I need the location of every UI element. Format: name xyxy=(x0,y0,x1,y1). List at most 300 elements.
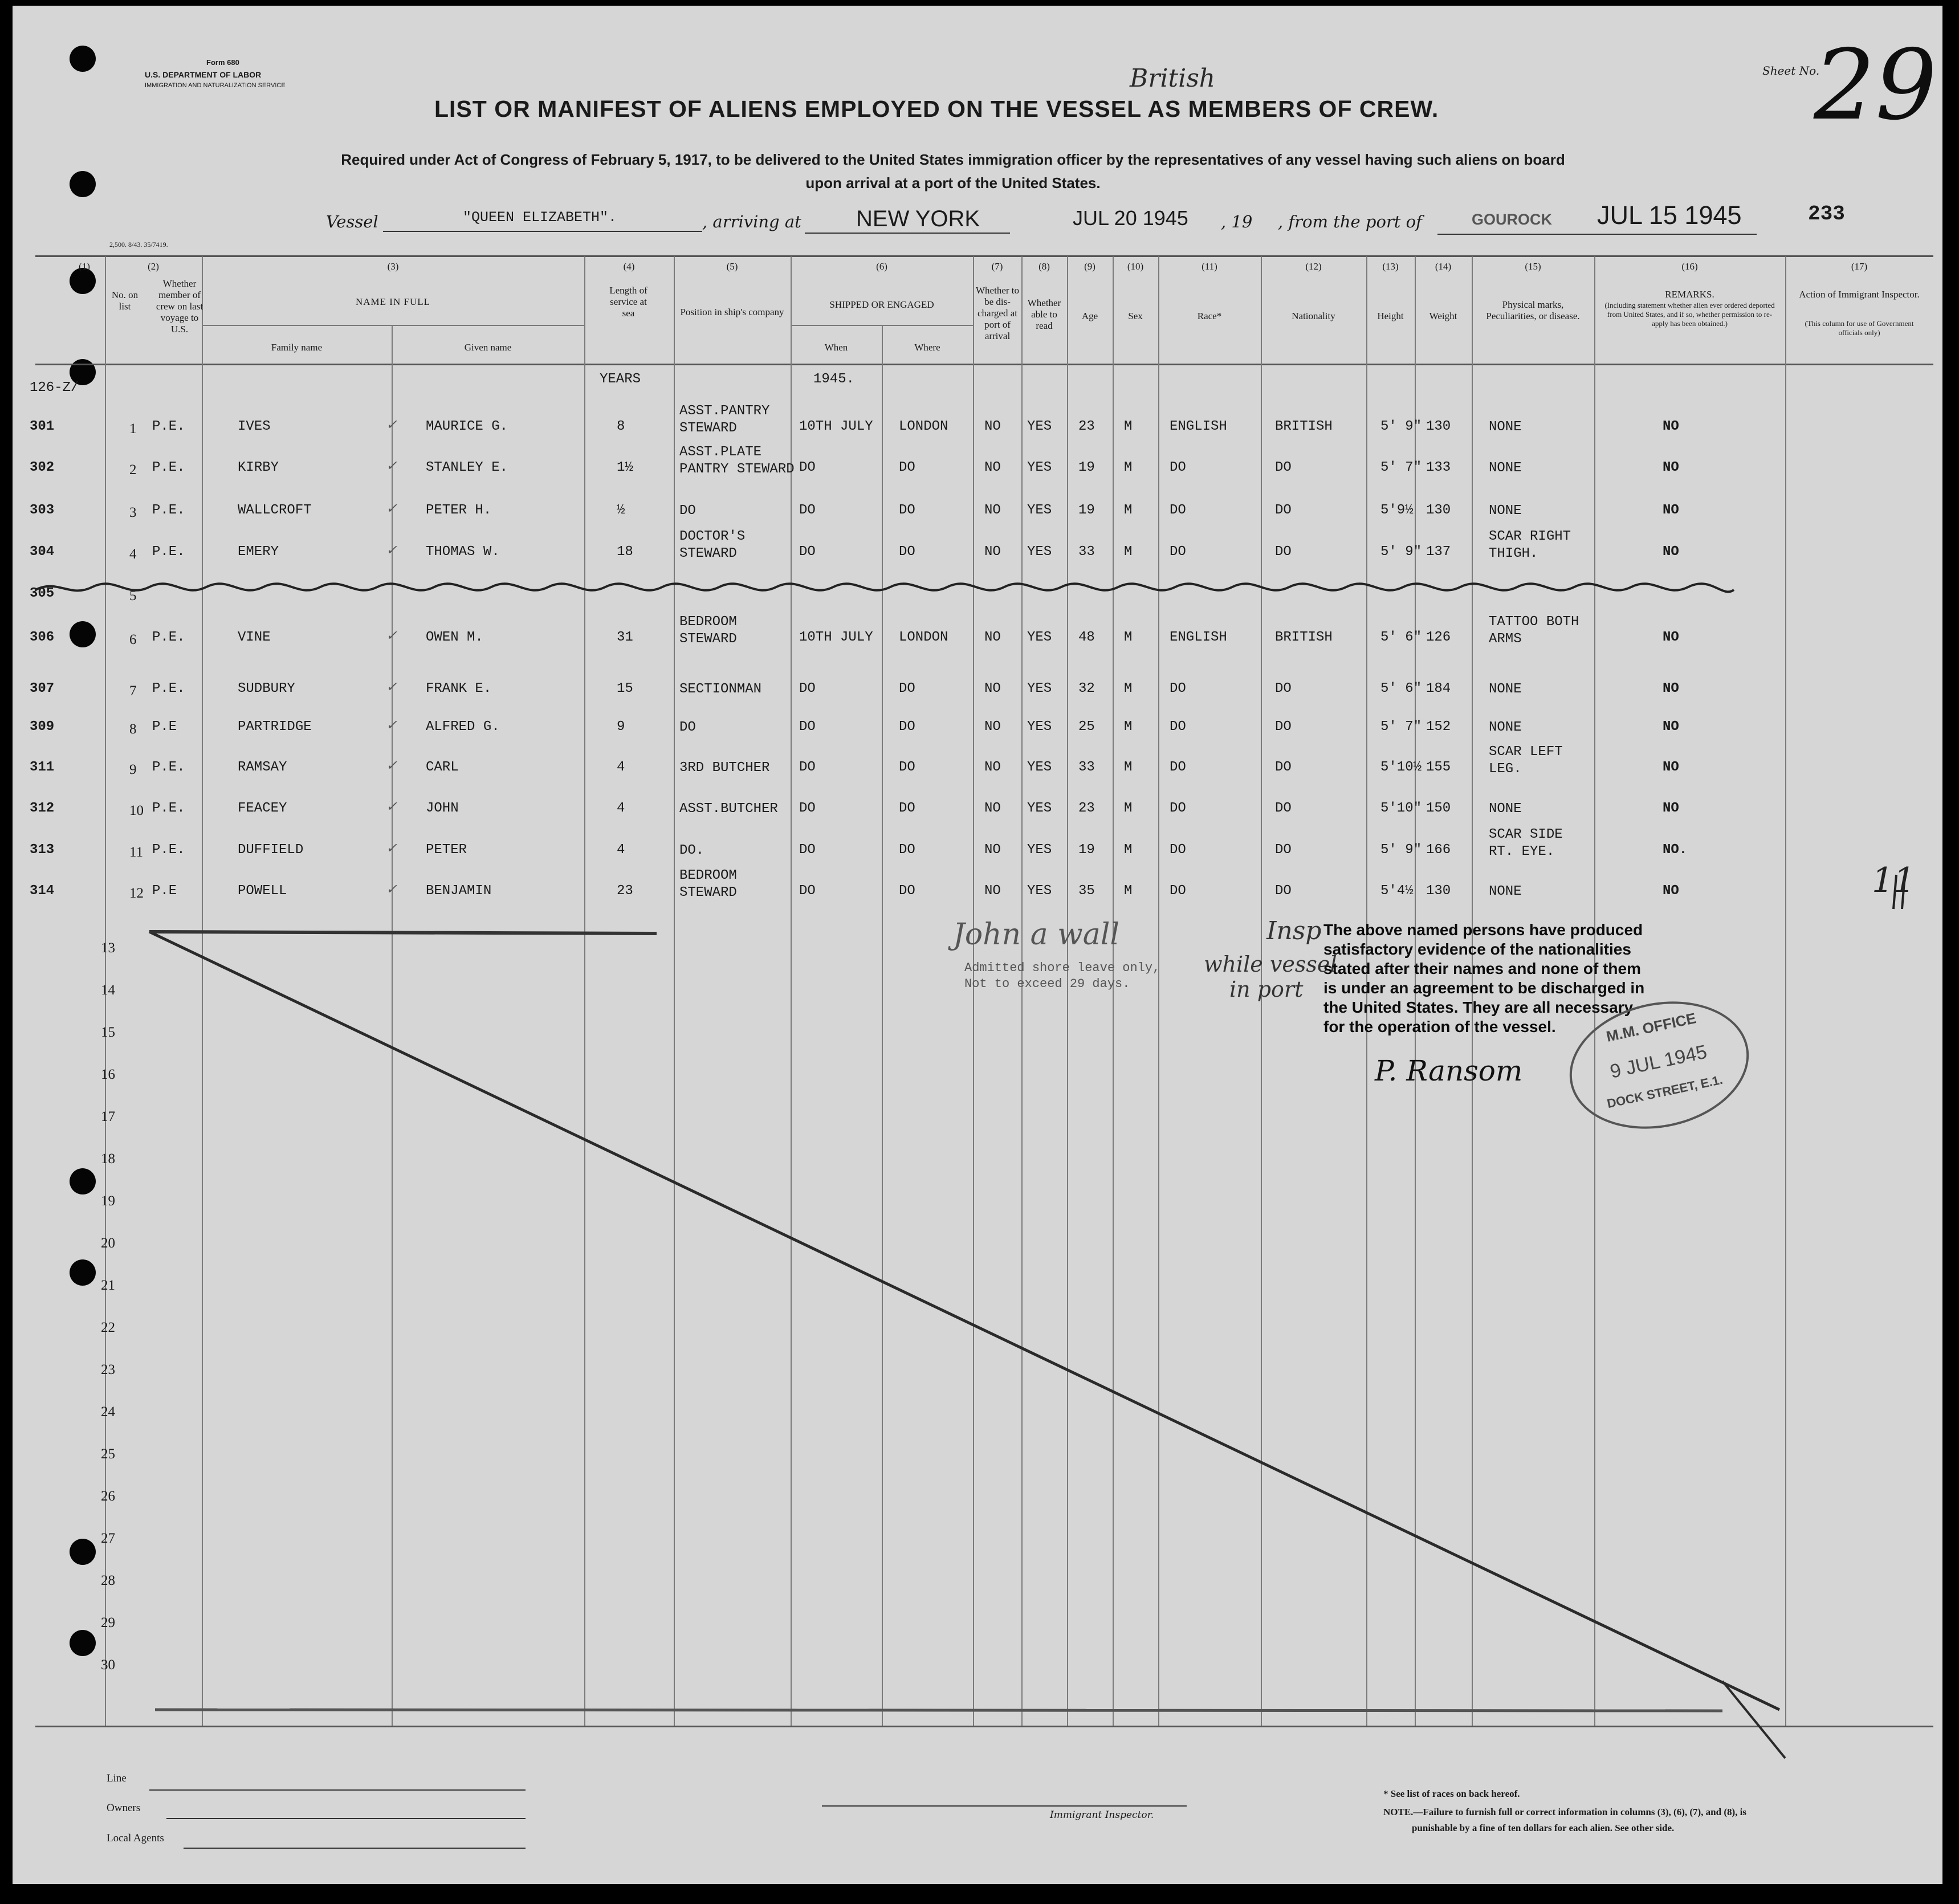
empty-row-number: 16 xyxy=(101,1067,115,1082)
vessel-label: Vessel xyxy=(326,212,378,231)
row-length-of-service: 15 xyxy=(617,681,633,696)
row-shipped-where: DO xyxy=(899,760,915,775)
row-length-of-service: 23 xyxy=(617,883,633,899)
row-marks-line: NONE xyxy=(1489,884,1522,899)
declaration-line-3: stated after their names and none of them xyxy=(1323,960,1641,977)
row-position-line: DO xyxy=(679,503,696,519)
row-shipped-where: DO xyxy=(899,719,915,735)
col-head-physical-marks: Physical marks, Peculiarities, or disease. xyxy=(1486,299,1580,321)
row-marks-line: NONE xyxy=(1489,460,1522,476)
row-able-to-read: YES xyxy=(1027,842,1052,858)
row-position-line: ASST.PANTRY xyxy=(679,403,770,419)
port-of-arrival: NEW YORK xyxy=(856,206,980,231)
footer-race-note: * See list of races on back hereof. xyxy=(1383,1788,1520,1799)
row-family-name: EMERY xyxy=(238,544,279,560)
diagonal-void-tail xyxy=(1722,1681,1785,1758)
row-weight: 130 xyxy=(1426,883,1451,899)
footer-inspector-label: Immigrant Inspector. xyxy=(1050,1809,1154,1821)
col-num-11: (11) xyxy=(1202,261,1217,272)
empty-row-number: 29 xyxy=(101,1615,115,1630)
col-num-9: (9) xyxy=(1084,261,1095,272)
col-head-discharged: Whether to be dis-charged at port of arrival xyxy=(976,285,1019,341)
row-list-number: 3 xyxy=(129,505,137,520)
row-discharged: NO xyxy=(984,460,1001,475)
batch-code: 126-Z/ xyxy=(30,380,79,396)
row-remarks: NO xyxy=(1663,460,1679,475)
col-head-remarks: REMARKS. xyxy=(1665,289,1714,300)
service-unit: YEARS xyxy=(600,372,641,387)
row-age: 23 xyxy=(1078,801,1095,816)
declaration-line-1: The above named persons have produced xyxy=(1323,921,1643,939)
row-crew-last-voyage: P.E xyxy=(152,719,177,735)
row-given-name: BENJAMIN xyxy=(426,883,492,899)
col-num-16: (16) xyxy=(1681,261,1698,272)
row-sex: M xyxy=(1124,760,1133,775)
col-num-17: (17) xyxy=(1851,261,1868,272)
row-sex: M xyxy=(1124,544,1133,560)
row-able-to-read: YES xyxy=(1027,801,1052,816)
col-head-sex: Sex xyxy=(1128,311,1143,321)
row-remarks: NO xyxy=(1663,760,1679,775)
from-port-label: , from the port of xyxy=(1278,212,1422,231)
engaged-year: 1945. xyxy=(813,372,855,387)
row-list-number: 4 xyxy=(129,547,137,562)
row-remarks: NO xyxy=(1663,719,1679,735)
row-remarks: NO. xyxy=(1663,842,1688,858)
row-discharged: NO xyxy=(984,503,1001,518)
col-head-family-name: Family name xyxy=(271,342,323,353)
empty-row-number: 23 xyxy=(101,1362,115,1377)
col-head-weight: Weight xyxy=(1429,311,1457,321)
col-head-given-name: Given name xyxy=(464,342,512,353)
row-given-name: MAURICE G. xyxy=(426,419,508,434)
row-shipped-when: 10TH JULY xyxy=(799,419,873,434)
row-weight: 184 xyxy=(1426,681,1451,696)
row-length-of-service: ½ xyxy=(617,503,625,518)
row-marks-line: SCAR LEFT xyxy=(1489,744,1563,760)
col-head-no: No. on list xyxy=(111,290,139,312)
row-crew-last-voyage: P.E. xyxy=(152,681,185,696)
row-position-line: 3RD BUTCHER xyxy=(679,760,770,776)
col-num-8: (8) xyxy=(1038,261,1050,272)
sheet-number: 29 xyxy=(1814,29,1937,142)
row-family-name: POWELL xyxy=(238,883,287,899)
col-num-2: (2) xyxy=(148,261,159,272)
empty-row-number: 30 xyxy=(101,1657,115,1673)
office-stamp-top: M.M. OFFICE xyxy=(1604,1009,1698,1045)
footer-note-1: NOTE.—Failure to furnish full or correct information in columns (3), (6), (7), and (8), is xyxy=(1383,1807,1747,1817)
row-marks-line: TATTOO BOTH xyxy=(1489,614,1579,630)
row-able-to-read: YES xyxy=(1027,719,1052,735)
row-length-of-service: 4 xyxy=(617,801,625,816)
row-check-mark-icon: ✓ xyxy=(386,881,398,897)
row-ref-number: 305 xyxy=(30,586,55,601)
row-shipped-where: DO xyxy=(899,681,915,696)
row-age: 48 xyxy=(1078,630,1095,645)
row-able-to-read: YES xyxy=(1027,419,1052,434)
row-position-line: STEWARD xyxy=(679,631,737,647)
row-position-line: BEDROOM xyxy=(679,614,737,630)
declaration-signature: P. Ransom xyxy=(1375,1054,1523,1087)
row-discharged: NO xyxy=(984,419,1001,434)
row-length-of-service: 9 xyxy=(617,719,625,735)
row-marks-line: NONE xyxy=(1489,801,1522,817)
row-nationality: DO xyxy=(1275,842,1292,858)
void-line-top xyxy=(149,932,657,933)
row-crew-last-voyage: P.E. xyxy=(152,503,185,518)
row-list-number: 6 xyxy=(129,632,137,647)
empty-row-number: 19 xyxy=(101,1193,115,1209)
row-discharged: NO xyxy=(984,842,1001,858)
row-shipped-where: LONDON xyxy=(899,419,948,434)
row-height: 5' 9" xyxy=(1380,544,1422,560)
row-ref-number: 306 xyxy=(30,630,55,645)
row-ref-number: 311 xyxy=(30,760,55,775)
row-shipped-when: DO xyxy=(799,719,816,735)
row-check-mark-icon: ✓ xyxy=(386,717,398,733)
row-race: ENGLISH xyxy=(1170,630,1227,645)
row-shipped-when: DO xyxy=(799,801,816,816)
row-family-name: KIRBY xyxy=(238,460,279,475)
row-age: 35 xyxy=(1078,883,1095,899)
footer-owners-rule xyxy=(166,1818,526,1819)
row-height: 5'10½ xyxy=(1380,760,1422,775)
row-ref-number: 303 xyxy=(30,503,55,518)
row-race: DO xyxy=(1170,460,1186,475)
row-able-to-read: YES xyxy=(1027,460,1052,475)
row-position-line: ASST.PLATE xyxy=(679,445,762,460)
row-weight: 130 xyxy=(1426,419,1451,434)
row-shipped-when: DO xyxy=(799,760,816,775)
col-num-1: (1) xyxy=(79,261,90,272)
margin-mark: 11 xyxy=(1872,861,1916,900)
row-ref-number: 302 xyxy=(30,460,55,475)
row-shipped-where: DO xyxy=(899,503,915,518)
row-crew-last-voyage: P.E. xyxy=(152,842,185,858)
col-num-6: (6) xyxy=(876,261,887,272)
row-marks-line: NONE xyxy=(1489,419,1522,435)
row-sex: M xyxy=(1124,681,1133,696)
row-position-line: SECTIONMAN xyxy=(679,682,762,697)
col-head-where: Where xyxy=(914,342,940,353)
row-shipped-where: DO xyxy=(899,842,915,858)
row-length-of-service: 1½ xyxy=(617,460,633,475)
row-nationality: DO xyxy=(1275,460,1292,475)
row-length-of-service: 31 xyxy=(617,630,633,645)
row-discharged: NO xyxy=(984,719,1001,735)
row-shipped-where: LONDON xyxy=(899,630,948,645)
col-head-read: Whether able to read xyxy=(1027,297,1061,331)
row-age: 19 xyxy=(1078,842,1095,858)
row-height: 5'4½ xyxy=(1380,883,1414,899)
row-age: 32 xyxy=(1078,681,1095,696)
col-head-age: Age xyxy=(1081,311,1098,321)
row-shipped-where: DO xyxy=(899,883,915,899)
row-shipped-when: 10TH JULY xyxy=(799,630,873,645)
inspector-signature: John a wall xyxy=(953,918,1119,952)
row-marks-line: ARMS xyxy=(1489,631,1522,647)
office-stamp-bottom: DOCK STREET, E.1. xyxy=(1606,1072,1724,1111)
form-title: LIST OR MANIFEST OF ALIENS EMPLOYED ON THE VESSEL AS MEMBERS OF CREW. xyxy=(434,96,1439,122)
row-check-mark-icon: ✓ xyxy=(386,798,398,814)
shore-leave-line-2: Not to exceed 29 days. xyxy=(964,977,1130,991)
row-crew-last-voyage: P.E. xyxy=(152,544,185,560)
row-discharged: NO xyxy=(984,630,1001,645)
declaration-line-2: satisfactory evidence of the nationalities xyxy=(1323,940,1631,958)
empty-row-number: 15 xyxy=(101,1025,115,1040)
row-crew-last-voyage: P.E xyxy=(152,883,177,899)
year-label: , 19 xyxy=(1221,212,1253,231)
row-able-to-read: YES xyxy=(1027,760,1052,775)
row-shipped-when: DO xyxy=(799,681,816,696)
row-shipped-when: DO xyxy=(799,503,816,518)
arrival-date-stamp: JUL 20 1945 xyxy=(1073,206,1188,230)
row-sex: M xyxy=(1124,842,1133,858)
row-marks-line: NONE xyxy=(1489,720,1522,735)
col-num-10: (10) xyxy=(1127,261,1144,272)
row-ref-number: 313 xyxy=(30,842,55,858)
row-nationality: DO xyxy=(1275,719,1292,735)
row-ref-number: 312 xyxy=(30,801,55,816)
row-list-number: 5 xyxy=(129,588,137,604)
row-marks-line: SCAR SIDE xyxy=(1489,827,1563,842)
col-head-race: Race* xyxy=(1197,311,1222,321)
col-head-nationality: Nationality xyxy=(1292,311,1335,321)
subtitle-line-2: upon arrival at a port of the United States. xyxy=(805,174,1101,191)
row-check-mark-icon: ✓ xyxy=(386,500,398,516)
title-insert-handwritten: British xyxy=(1130,64,1216,93)
row-marks-line: THIGH. xyxy=(1489,546,1538,561)
row-height: 5' 7" xyxy=(1380,719,1422,735)
row-list-number: 9 xyxy=(129,762,137,777)
manifest-number: 233 xyxy=(1808,202,1845,226)
service: IMMIGRATION AND NATURALIZATION SERVICE xyxy=(145,82,286,89)
row-shipped-where: DO xyxy=(899,460,915,475)
row-race: DO xyxy=(1170,681,1186,696)
row-length-of-service: 18 xyxy=(617,544,633,560)
row-nationality: BRITISH xyxy=(1275,630,1333,645)
col-num-14: (14) xyxy=(1435,261,1452,272)
col-head-name: NAME IN FULL xyxy=(356,296,430,307)
row-shipped-where: DO xyxy=(899,801,915,816)
row-ref-number: 307 xyxy=(30,681,55,696)
row-family-name: VINE xyxy=(238,630,271,645)
from-port: GOUROCK xyxy=(1472,211,1552,228)
row-weight: 166 xyxy=(1426,842,1451,858)
row-remarks: NO xyxy=(1663,630,1679,645)
declaration-line-6: for the operation of the vessel. xyxy=(1323,1018,1556,1035)
col-head-height: Height xyxy=(1377,311,1404,321)
row-crew-last-voyage: P.E. xyxy=(152,760,185,775)
inspector-insert: Insp xyxy=(1266,916,1322,945)
strike-row-5 xyxy=(35,584,1734,592)
row-race: ENGLISH xyxy=(1170,419,1227,434)
row-check-mark-icon: ✓ xyxy=(386,458,398,474)
row-discharged: NO xyxy=(984,760,1001,775)
row-remarks: NO xyxy=(1663,419,1679,434)
shore-leave-hand-1: while vessel xyxy=(1204,952,1337,977)
row-position-line: STEWARD xyxy=(679,421,737,436)
row-height: 5' 9" xyxy=(1380,419,1422,434)
row-marks-line: SCAR RIGHT xyxy=(1489,529,1571,544)
col-num-4: (4) xyxy=(623,261,635,272)
row-check-mark-icon: ✓ xyxy=(386,542,398,558)
empty-row-number: 22 xyxy=(101,1320,115,1335)
shore-leave-line-1: Admitted shore leave only, xyxy=(964,961,1160,975)
row-discharged: NO xyxy=(984,883,1001,899)
col-head-shipped: SHIPPED OR ENGAGED xyxy=(829,299,934,310)
row-able-to-read: YES xyxy=(1027,503,1052,518)
row-given-name: CARL xyxy=(426,760,459,775)
row-crew-last-voyage: P.E. xyxy=(152,801,185,816)
row-able-to-read: YES xyxy=(1027,883,1052,899)
row-family-name: WALLCROFT xyxy=(238,503,312,518)
sheet-label: Sheet No. xyxy=(1762,64,1820,78)
row-list-number: 8 xyxy=(129,721,137,737)
row-given-name: PETER xyxy=(426,842,467,858)
row-given-name: ALFRED G. xyxy=(426,719,500,735)
footer-agents-rule xyxy=(184,1848,526,1849)
empty-row-number: 14 xyxy=(101,982,115,998)
row-weight: 137 xyxy=(1426,544,1451,560)
row-able-to-read: YES xyxy=(1027,681,1052,696)
declaration-line-5: the United States. They are all necessary xyxy=(1323,998,1634,1016)
row-sex: M xyxy=(1124,503,1133,518)
row-position-line: PANTRY STEWARD xyxy=(679,462,795,477)
empty-row-number: 21 xyxy=(101,1278,115,1293)
col-head-when: When xyxy=(824,342,848,353)
row-sex: M xyxy=(1124,801,1133,816)
row-check-mark-icon: ✓ xyxy=(386,417,398,433)
departure-date-stamp: JUL 15 1945 xyxy=(1597,201,1742,230)
row-height: 5' 6" xyxy=(1380,681,1422,696)
row-race: DO xyxy=(1170,760,1186,775)
row-nationality: BRITISH xyxy=(1275,419,1333,434)
empty-row-number: 24 xyxy=(101,1404,115,1420)
empty-row-number: 17 xyxy=(101,1109,115,1124)
row-list-number: 1 xyxy=(129,421,137,437)
manifest-sheet xyxy=(13,6,1942,1884)
department: U.S. DEPARTMENT OF LABOR xyxy=(145,70,262,79)
empty-row-number: 27 xyxy=(101,1531,115,1546)
footer-line-rule xyxy=(149,1789,526,1791)
row-sex: M xyxy=(1124,630,1133,645)
row-position-line: STEWARD xyxy=(679,546,737,561)
row-height: 5' 9" xyxy=(1380,842,1422,858)
form-number: Form 680 xyxy=(206,58,239,67)
col-num-3: (3) xyxy=(387,261,399,272)
row-list-number: 10 xyxy=(129,803,144,818)
row-race: DO xyxy=(1170,842,1186,858)
col-num-12: (12) xyxy=(1305,261,1322,272)
footer-agents-label: Local Agents xyxy=(107,1832,164,1844)
col-head-position: Position in ship's company xyxy=(680,307,784,317)
col-num-13: (13) xyxy=(1382,261,1399,272)
row-nationality: DO xyxy=(1275,760,1292,775)
empty-row-number: 13 xyxy=(101,940,115,956)
empty-row-number: 26 xyxy=(101,1489,115,1504)
row-family-name: PARTRIDGE xyxy=(238,719,312,735)
empty-row-number: 28 xyxy=(101,1573,115,1588)
col-num-5: (5) xyxy=(726,261,738,272)
row-weight: 126 xyxy=(1426,630,1451,645)
row-race: DO xyxy=(1170,503,1186,518)
row-sex: M xyxy=(1124,419,1133,434)
row-given-name: OWEN M. xyxy=(426,630,483,645)
row-remarks: NO xyxy=(1663,681,1679,696)
declaration-line-4: is under an agreement to be discharged in xyxy=(1323,979,1645,997)
row-weight: 133 xyxy=(1426,460,1451,475)
row-crew-last-voyage: P.E. xyxy=(152,419,185,434)
print-code: 2,500. 8/43. 35/7419. xyxy=(109,240,168,248)
row-discharged: NO xyxy=(984,544,1001,560)
col-num-15: (15) xyxy=(1525,261,1541,272)
footer-note-2: punishable by a fine of ten dollars for each alien. See other side. xyxy=(1412,1823,1675,1833)
row-list-number: 2 xyxy=(129,462,137,478)
row-family-name: FEACEY xyxy=(238,801,287,816)
row-nationality: DO xyxy=(1275,681,1292,696)
footer-owners-label: Owners xyxy=(107,1802,141,1814)
row-remarks: NO xyxy=(1663,801,1679,816)
footer-line-label: Line xyxy=(107,1772,127,1784)
arriving-label: , arriving at xyxy=(702,212,801,231)
row-race: DO xyxy=(1170,801,1186,816)
row-remarks: NO xyxy=(1663,883,1679,899)
row-ref-number: 304 xyxy=(30,544,55,560)
row-given-name: JOHN xyxy=(426,801,459,816)
empty-row-number: 18 xyxy=(101,1151,115,1167)
row-list-number: 12 xyxy=(129,886,144,901)
row-able-to-read: YES xyxy=(1027,544,1052,560)
row-height: 5' 7" xyxy=(1380,460,1422,475)
row-marks-line: NONE xyxy=(1489,503,1522,519)
row-given-name: STANLEY E. xyxy=(426,460,508,475)
row-given-name: THOMAS W. xyxy=(426,544,500,560)
row-weight: 150 xyxy=(1426,801,1451,816)
row-ref-number: 301 xyxy=(30,419,55,434)
row-family-name: RAMSAY xyxy=(238,760,287,775)
empty-row-number: 25 xyxy=(101,1446,115,1462)
row-position-line: DOCTOR'S xyxy=(679,529,746,544)
row-marks-line: NONE xyxy=(1489,682,1522,697)
row-given-name: PETER H. xyxy=(426,503,492,518)
row-check-mark-icon: ✓ xyxy=(386,757,398,773)
row-shipped-when: DO xyxy=(799,883,816,899)
row-weight: 130 xyxy=(1426,503,1451,518)
row-age: 33 xyxy=(1078,544,1095,560)
row-shipped-where: DO xyxy=(899,544,915,560)
row-age: 33 xyxy=(1078,760,1095,775)
inspector-signature-rule xyxy=(822,1805,1187,1807)
row-discharged: NO xyxy=(984,801,1001,816)
row-family-name: DUFFIELD xyxy=(238,842,304,858)
row-age: 19 xyxy=(1078,460,1095,475)
row-marks-line: RT. EYE. xyxy=(1489,844,1555,859)
col-head-inspector: Action of Immigrant Inspector. xyxy=(1799,289,1920,300)
row-family-name: SUDBURY xyxy=(238,681,295,696)
row-list-number: 11 xyxy=(129,845,144,860)
shore-leave-hand-2: in port xyxy=(1229,977,1304,1002)
row-able-to-read: YES xyxy=(1027,630,1052,645)
row-crew-last-voyage: P.E. xyxy=(152,630,185,645)
row-height: 5' 6" xyxy=(1380,630,1422,645)
diagonal-void-line xyxy=(149,932,1779,1710)
row-weight: 152 xyxy=(1426,719,1451,735)
row-position-line: BEDROOM xyxy=(679,868,737,883)
row-age: 23 xyxy=(1078,419,1095,434)
row-length-of-service: 4 xyxy=(617,842,625,858)
row-age: 19 xyxy=(1078,503,1095,518)
